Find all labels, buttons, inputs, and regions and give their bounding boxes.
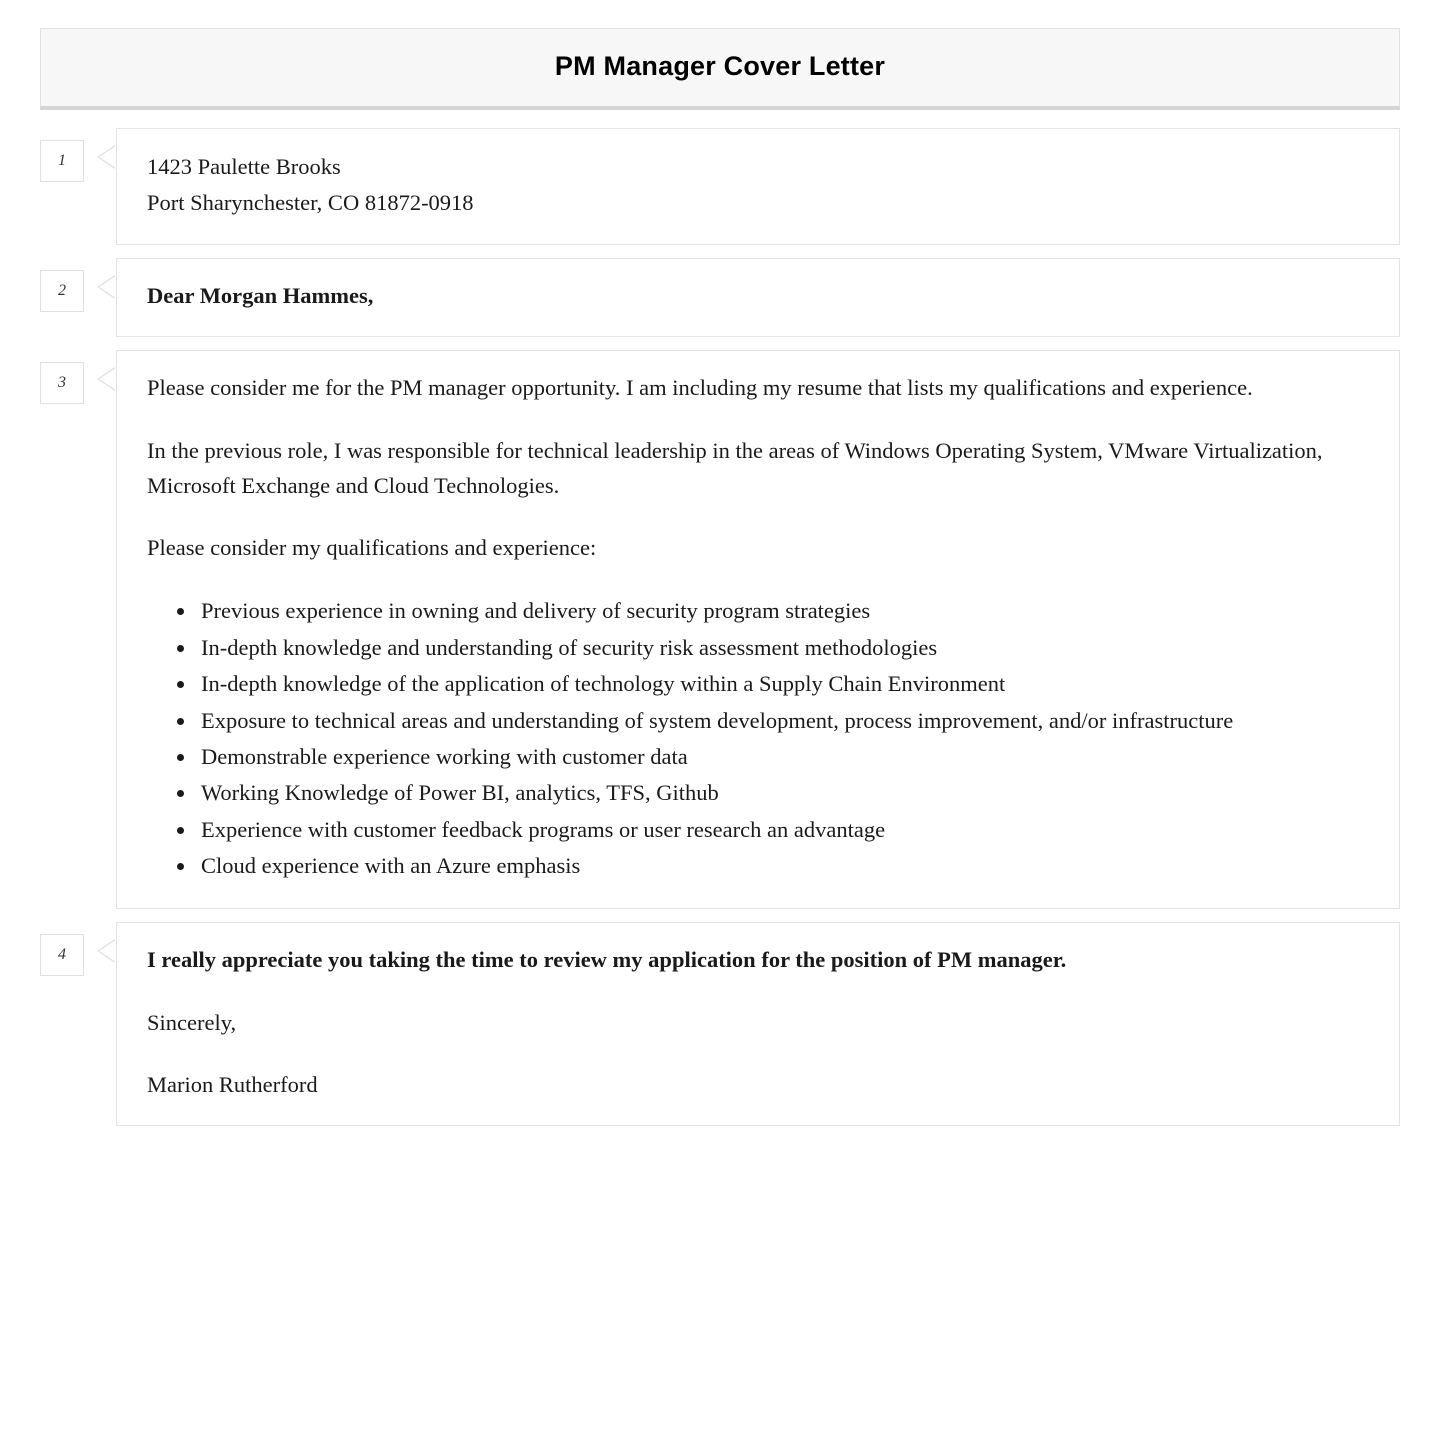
block-number-badge: 1 xyxy=(40,140,84,182)
sign-off-text: Sincerely, xyxy=(147,1009,237,1035)
list-item: • Exposure to technical areas and understanding of system development, process improvement, and/or infrastructure xyxy=(197,704,1373,738)
address-block[interactable] xyxy=(116,128,1400,245)
body-paragraph: Please consider my qualifications and experience: xyxy=(147,535,597,561)
block-number-badge: 2 xyxy=(40,270,84,312)
signature-text: Marion Rutherford xyxy=(147,1072,318,1098)
appreciation-text: I really appreciate you taking the time to review my application for the position of PM manager. xyxy=(147,946,1067,972)
page-title: PM Manager Cover Letter xyxy=(554,51,886,81)
body-paragraph: Please consider me for the PM manager opportunity. I am including my resume that lists my qualifications and experience. xyxy=(147,374,1253,400)
document-block-closing xyxy=(40,922,1400,1127)
address-line-1: 1423 Paulette Brooks xyxy=(147,154,341,179)
list-item: • Cloud experience with an Azure emphasis xyxy=(197,849,1373,883)
block-number-badge: 4 xyxy=(40,934,84,976)
document-block-salutation xyxy=(40,258,1400,337)
closing-block[interactable] xyxy=(116,922,1400,1127)
salutation-text: Dear Morgan Hammes, xyxy=(147,282,374,308)
body-block[interactable] xyxy=(116,350,1400,909)
list-item: • In-depth knowledge of the application of technology within a Supply Chain Environment xyxy=(197,667,1373,701)
block-number-badge: 3 xyxy=(40,362,84,404)
document-block-address xyxy=(40,128,1400,245)
list-item: • Previous experience in owning and delivery of security program strategies xyxy=(197,594,1373,628)
list-item: • Experience with customer feedback programs or user research an advantage xyxy=(197,813,1373,847)
list-item: • Working Knowledge of Power BI, analytics, TFS, Github xyxy=(197,776,1373,810)
body-paragraph: In the previous role, I was responsible for technical leadership in the areas of Windows Operating System, VMware Virtualization, Microsoft Exchange and Cloud Technologies. xyxy=(147,437,1323,498)
salutation-block[interactable] xyxy=(116,258,1400,337)
document-blocks xyxy=(40,128,1400,1126)
document-block-body xyxy=(40,350,1400,909)
qualifications-list xyxy=(147,594,1373,883)
list-item: • Demonstrable experience working with customer data xyxy=(197,740,1373,774)
document-title-bar xyxy=(40,28,1400,110)
list-item: • In-depth knowledge and understanding of security risk assessment methodologies xyxy=(197,631,1373,665)
address-line-2: Port Sharynchester, CO 81872-0918 xyxy=(147,190,474,216)
